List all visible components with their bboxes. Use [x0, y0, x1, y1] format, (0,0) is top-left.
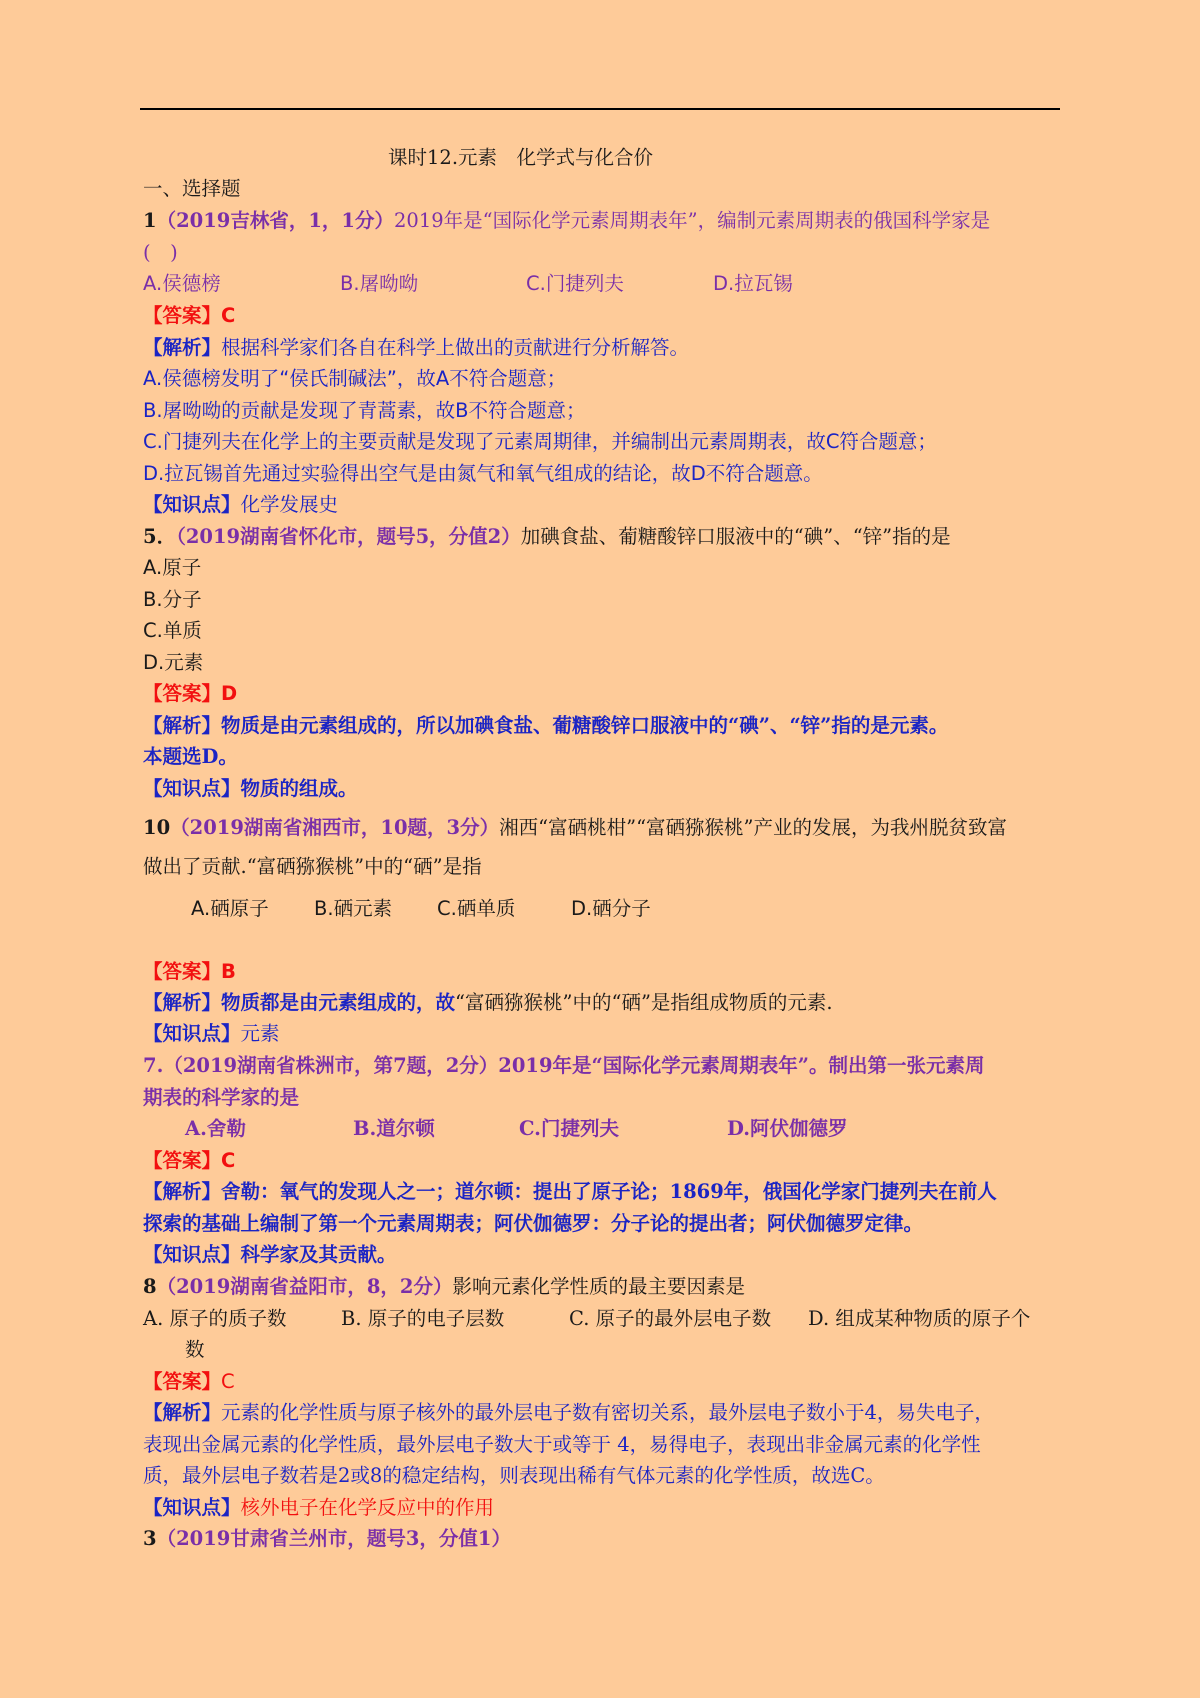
q7-analysis: 【解析】舍勒：氧气的发现人之一；道尔顿：提出了原子论；1869年，俄国化学家门捷列夫在前人	[143, 1180, 997, 1203]
q7-stem-line2: 期表的科学家的是	[143, 1086, 300, 1109]
q7-knowledge-point: 【知识点】科学家及其贡献。	[143, 1243, 397, 1266]
q1-analysis-line: A.侯德榜发明了“侯氏制碱法”，故A不符合题意；	[143, 367, 567, 390]
q1-analysis-line: C.门捷列夫在化学上的主要贡献是发现了元素周期律，并编制出元素周期表，故C符合题意；	[143, 430, 937, 453]
q7-option-b: B.道尔顿	[353, 1117, 435, 1140]
q5-analysis: 【解析】物质是由元素组成的，所以加碘食盐、葡糖酸锌口服液中的“碘”、“锌”指的是元素。	[143, 714, 949, 737]
q1-knowledge-point: 【知识点】化学发展史	[143, 493, 339, 516]
q7-stem: 7.（2019湖南省株洲市，第7题，2分）2019年是“国际化学元素周期表年”。制出第一张元素周	[143, 1054, 985, 1077]
q5-analysis-line: 本题选D。	[143, 745, 238, 768]
q8-option-b: B. 原子的电子层数	[341, 1307, 505, 1330]
q1-blank: ( )	[143, 241, 178, 264]
q10-option-c: C.硒单质	[437, 897, 516, 920]
q1-stem: 1（2019吉林省，1，1分）2019年是“国际化学元素周期表年”，编制元素周期表的俄国科学家是	[143, 209, 991, 232]
q5-knowledge-point: 【知识点】物质的组成。	[143, 777, 358, 800]
q10-analysis: 【解析】物质都是由元素组成的，故“富硒猕猴桃”中的“硒”是指组成物质的元素.	[143, 991, 833, 1014]
q8-analysis: 【解析】元素的化学性质与原子核外的最外层电子数有密切关系，最外层电子数小于4，易失电子，	[143, 1401, 994, 1424]
q1-option-a: A.侯德榜	[143, 272, 221, 295]
q1-analysis: 【解析】根据科学家们各自在科学上做出的贡献进行分析解答。	[143, 336, 690, 359]
q5-option-c: C.单质	[143, 619, 202, 642]
q5-option-d: D.元素	[143, 651, 204, 674]
q8-answer: 【答案】C	[143, 1370, 235, 1393]
q10-knowledge-point: 【知识点】元素	[143, 1022, 280, 1045]
q1-answer: 【答案】C	[143, 304, 236, 327]
q5-stem: 5．（2019湖南省怀化市，题号5，分值2）加碘食盐、葡糖酸锌口服液中的“碘”、“锌”指的是	[143, 525, 951, 548]
q8-option-a: A. 原子的质子数	[143, 1307, 287, 1330]
q7-option-a: A.舍勒	[185, 1117, 246, 1140]
q10-answer: 【答案】B	[143, 960, 236, 983]
header-rule	[140, 108, 1060, 110]
q8-analysis-line: 表现出金属元素的化学性质，最外层电子数大于或等于 4，易得电子，表现出非金属元素的化学性	[143, 1433, 981, 1456]
q1-analysis-line: B.屠呦呦的贡献是发现了青蒿素，故B不符合题意；	[143, 399, 586, 422]
q10-option-b: B.硒元素	[314, 897, 393, 920]
page-title: 课时12.元素 化学式与化合价	[388, 146, 654, 169]
q8-option-c: C. 原子的最外层电子数	[569, 1307, 772, 1330]
q1-option-b: B.屠呦呦	[340, 272, 419, 295]
q1-option-d: D.拉瓦锡	[713, 272, 793, 295]
q5-option-a: A.原子	[143, 556, 202, 579]
q7-option-d: D.阿伏伽德罗	[727, 1117, 848, 1140]
q7-analysis-line: 探索的基础上编制了第一个元素周期表；阿伏伽德罗：分子论的提出者；阿伏伽德罗定律。	[143, 1212, 924, 1235]
q8-knowledge-point: 【知识点】核外电子在化学反应中的作用	[143, 1496, 495, 1519]
q8-option-d: D. 组成某种物质的原子个	[808, 1307, 1031, 1330]
q10-option-d: D.硒分子	[571, 897, 651, 920]
q8-analysis-line: 质，最外层电子数若是2或8的稳定结构，则表现出稀有气体元素的化学性质，故选C。	[143, 1464, 885, 1487]
q10-stem-line2: 做出了贡献.“富硒猕猴桃”中的“硒”是指	[143, 855, 482, 878]
q8-option-d-wrap: 数	[185, 1338, 205, 1361]
q3-stem: 3（2019甘肃省兰州市，题号3，分值1）	[143, 1527, 511, 1550]
q1-option-c: C.门捷列夫	[526, 272, 624, 295]
section-heading: 一、选择题	[143, 177, 241, 200]
q10-stem: 10（2019湖南省湘西市，10题，3分）湘西“富硒桃柑”“富硒猕猴桃”产业的发展，为我州脱贫致富	[143, 816, 1008, 839]
q5-answer: 【答案】D	[143, 682, 238, 705]
q1-analysis-line: D.拉瓦锡首先通过实验得出空气是由氮气和氧气组成的结论，故D不符合题意。	[143, 462, 823, 485]
q10-option-a: A.硒原子	[191, 897, 269, 920]
q7-option-c: C.门捷列夫	[519, 1117, 619, 1140]
q8-stem: 8（2019湖南省益阳市，8，2分）影响元素化学性质的最主要因素是	[143, 1275, 746, 1298]
q7-answer: 【答案】C	[143, 1149, 236, 1172]
q5-option-b: B.分子	[143, 588, 202, 611]
